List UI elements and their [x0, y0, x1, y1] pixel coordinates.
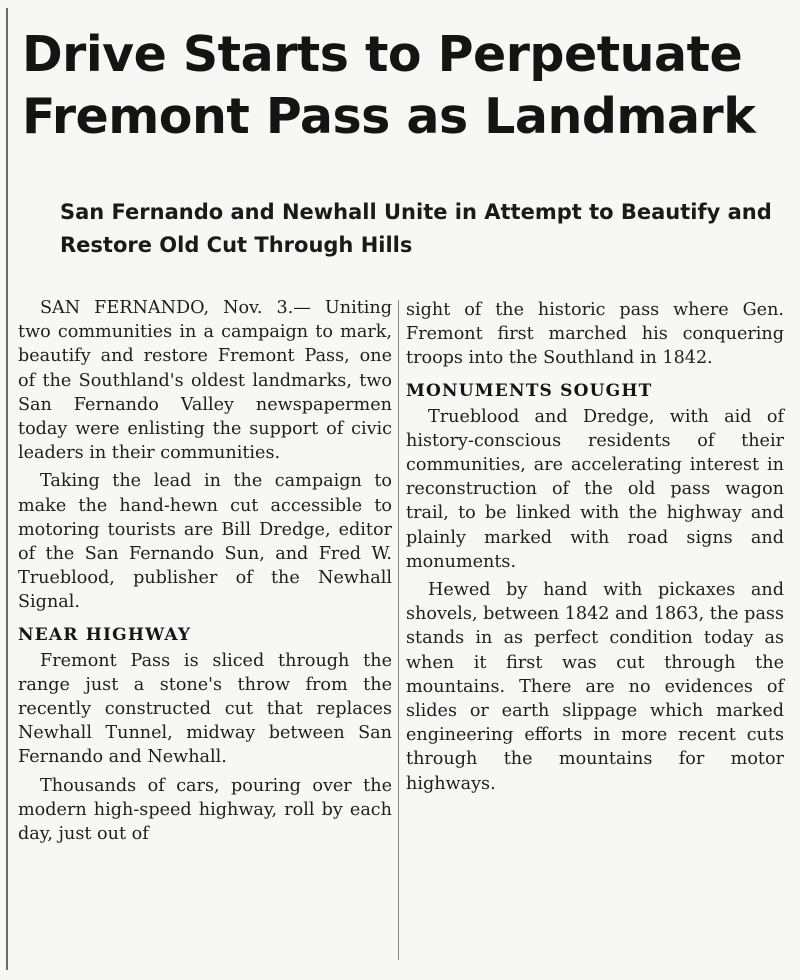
paragraph-dateline: SAN FERNANDO, Nov. 3.— Uniting two communities in a campaign to mark, beautify and restore Fremont Pass, one of the Southland's oldest landmarks, two San Fernando Valley newspapermen today were enlisting the support of civic leaders in their communities.	[18, 298, 392, 464]
paragraph-continued: sight of the historic pass where Gen. Fremont first marched his conquering troops into the Southland in 1842.	[406, 300, 784, 369]
headline: Drive Starts to Perpetuate Fremont Pass as Landmark	[22, 26, 756, 145]
section-subhead: MONUMENTS SOUGHT	[406, 380, 653, 401]
paragraph: Taking the lead in the campaign to make the hand-hewn cut accessible to motoring tourists are Bill Dredge, editor of the San Fernando Sun, and Fred W. Trueblood, publisher of the Newhall Signal.	[18, 471, 392, 613]
paragraph: Thousands of cars, pouring over the modern high-speed highway, roll by each day, just out of	[18, 775, 392, 845]
column-rule	[6, 8, 8, 970]
right-column	[406, 298, 784, 796]
paragraph: Fremont Pass is sliced through the range just a stone's throw from the recently constructed cut that replaces Newhall Tunnel, midway between San Fernando and Newhall.	[18, 650, 392, 768]
column-divider	[398, 300, 399, 960]
deck-subheadline: San Fernando and Newhall Unite in Attempt to Beautify and Restore Old Cut Through Hills	[60, 200, 772, 257]
left-column	[18, 296, 392, 846]
section-subhead: NEAR HIGHWAY	[18, 624, 192, 645]
paragraph: Trueblood and Dredge, with aid of history-conscious residents of their communities, are accelerating interest in reconstruction of the old pass wagon trail, to be linked with the highway and plainly marked with road signs and monuments.	[406, 406, 784, 572]
paragraph: Hewed by hand with pickaxes and shovels, between 1842 and 1863, the pass stands in as perfect condition today as when it first was cut through the mountains. There are no evidences of slides or earth slippage which marked engineering efforts in more recent cuts through the mountains for motor highways.	[406, 580, 784, 794]
